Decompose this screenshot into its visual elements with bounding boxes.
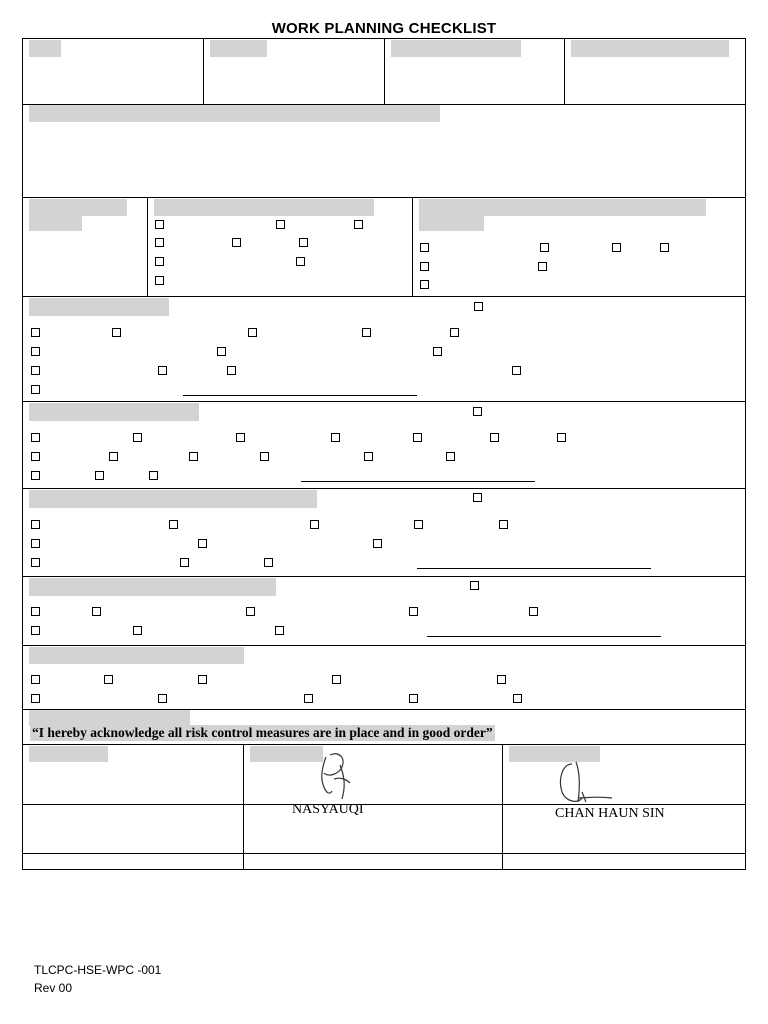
- checkbox[interactable]: [362, 328, 371, 337]
- checkbox[interactable]: [450, 328, 459, 337]
- page-title: WORK PLANNING CHECKLIST: [271, 20, 497, 37]
- checkbox[interactable]: [133, 626, 142, 635]
- redacted-label: [571, 40, 729, 57]
- checkbox[interactable]: [232, 238, 241, 247]
- checkbox[interactable]: [180, 558, 189, 567]
- checkbox[interactable]: [31, 520, 40, 529]
- checkbox[interactable]: [31, 366, 40, 375]
- checkbox[interactable]: [158, 694, 167, 703]
- checkbox[interactable]: [413, 433, 422, 442]
- checkbox[interactable]: [260, 452, 269, 461]
- checkbox[interactable]: [474, 302, 483, 311]
- checkbox[interactable]: [473, 493, 482, 502]
- checkbox[interactable]: [248, 328, 257, 337]
- checkbox[interactable]: [310, 520, 319, 529]
- checkbox[interactable]: [246, 607, 255, 616]
- checkbox[interactable]: [31, 347, 40, 356]
- checkbox[interactable]: [31, 675, 40, 684]
- checkbox[interactable]: [31, 471, 40, 480]
- checkbox[interactable]: [660, 243, 669, 252]
- redacted-label: [29, 578, 276, 596]
- checkbox[interactable]: [557, 433, 566, 442]
- checkbox[interactable]: [409, 607, 418, 616]
- checkbox[interactable]: [155, 276, 164, 285]
- checkbox[interactable]: [31, 607, 40, 616]
- checkbox[interactable]: [497, 675, 506, 684]
- checkbox[interactable]: [92, 607, 101, 616]
- checkbox[interactable]: [538, 262, 547, 271]
- checkbox[interactable]: [529, 607, 538, 616]
- signature-chan-haun-sin: [556, 758, 616, 806]
- checkbox[interactable]: [31, 385, 40, 394]
- redacted-label: [29, 298, 169, 316]
- checkbox[interactable]: [109, 452, 118, 461]
- checkbox[interactable]: [512, 366, 521, 375]
- checkbox[interactable]: [414, 520, 423, 529]
- checkbox[interactable]: [31, 433, 40, 442]
- redacted-label: [29, 403, 199, 421]
- checkbox[interactable]: [433, 347, 442, 356]
- redacted-label: [29, 647, 244, 664]
- acknowledgement-statement: “I hereby acknowledge all risk control measures are in place and in good order”: [32, 725, 493, 740]
- redacted-label: [210, 40, 267, 57]
- checkbox[interactable]: [420, 280, 429, 289]
- checkbox[interactable]: [31, 626, 40, 635]
- redacted-label: [29, 40, 61, 57]
- checkbox[interactable]: [149, 471, 158, 480]
- checkbox[interactable]: [409, 694, 418, 703]
- redacted-label: [154, 199, 374, 216]
- checkbox[interactable]: [473, 407, 482, 416]
- checkbox[interactable]: [155, 220, 164, 229]
- checkbox[interactable]: [540, 243, 549, 252]
- checkbox[interactable]: [513, 694, 522, 703]
- redacted-label: [391, 40, 521, 57]
- checkbox[interactable]: [331, 433, 340, 442]
- checkbox[interactable]: [364, 452, 373, 461]
- checkbox[interactable]: [155, 238, 164, 247]
- checkbox[interactable]: [104, 675, 113, 684]
- checkbox[interactable]: [31, 558, 40, 567]
- revision-label: Rev 00: [34, 981, 73, 995]
- fill-in-blank[interactable]: [427, 636, 661, 637]
- redacted-label: [250, 746, 323, 762]
- checkbox[interactable]: [276, 220, 285, 229]
- checkbox[interactable]: [217, 347, 226, 356]
- redacted-label: [29, 105, 440, 122]
- checkbox[interactable]: [189, 452, 198, 461]
- checkbox[interactable]: [296, 257, 305, 266]
- checkbox[interactable]: [304, 694, 313, 703]
- checkbox[interactable]: [31, 452, 40, 461]
- checkbox[interactable]: [264, 558, 273, 567]
- checkbox[interactable]: [31, 328, 40, 337]
- checkbox[interactable]: [299, 238, 308, 247]
- checkbox[interactable]: [133, 433, 142, 442]
- checkbox[interactable]: [373, 539, 382, 548]
- signature-nasyauqi: [316, 749, 356, 805]
- fill-in-blank[interactable]: [417, 568, 651, 569]
- checkbox[interactable]: [31, 539, 40, 548]
- checkbox[interactable]: [470, 581, 479, 590]
- fill-in-blank[interactable]: [301, 481, 535, 482]
- checkbox[interactable]: [227, 366, 236, 375]
- checkbox[interactable]: [158, 366, 167, 375]
- checkbox[interactable]: [198, 675, 207, 684]
- checkbox[interactable]: [420, 243, 429, 252]
- redacted-label: [419, 214, 484, 231]
- signature-name: CHAN HAUN SIN: [555, 806, 665, 821]
- checkbox[interactable]: [31, 694, 40, 703]
- checkbox[interactable]: [612, 243, 621, 252]
- checkbox[interactable]: [490, 433, 499, 442]
- fill-in-blank[interactable]: [183, 395, 417, 396]
- checkbox[interactable]: [155, 257, 164, 266]
- redacted-label: [29, 746, 108, 762]
- checkbox[interactable]: [198, 539, 207, 548]
- checkbox[interactable]: [95, 471, 104, 480]
- checkbox[interactable]: [169, 520, 178, 529]
- checkbox[interactable]: [275, 626, 284, 635]
- checkbox[interactable]: [420, 262, 429, 271]
- signature-name: NASYAUQI: [292, 802, 364, 817]
- checkbox[interactable]: [112, 328, 121, 337]
- checkbox[interactable]: [354, 220, 363, 229]
- checkbox[interactable]: [332, 675, 341, 684]
- document-code: TLCPC-HSE-WPC -001: [34, 963, 162, 977]
- checkbox[interactable]: [236, 433, 245, 442]
- redacted-label: [29, 490, 317, 508]
- redacted-label: [29, 214, 82, 231]
- redacted-label: [29, 710, 190, 726]
- checkbox[interactable]: [499, 520, 508, 529]
- checkbox[interactable]: [446, 452, 455, 461]
